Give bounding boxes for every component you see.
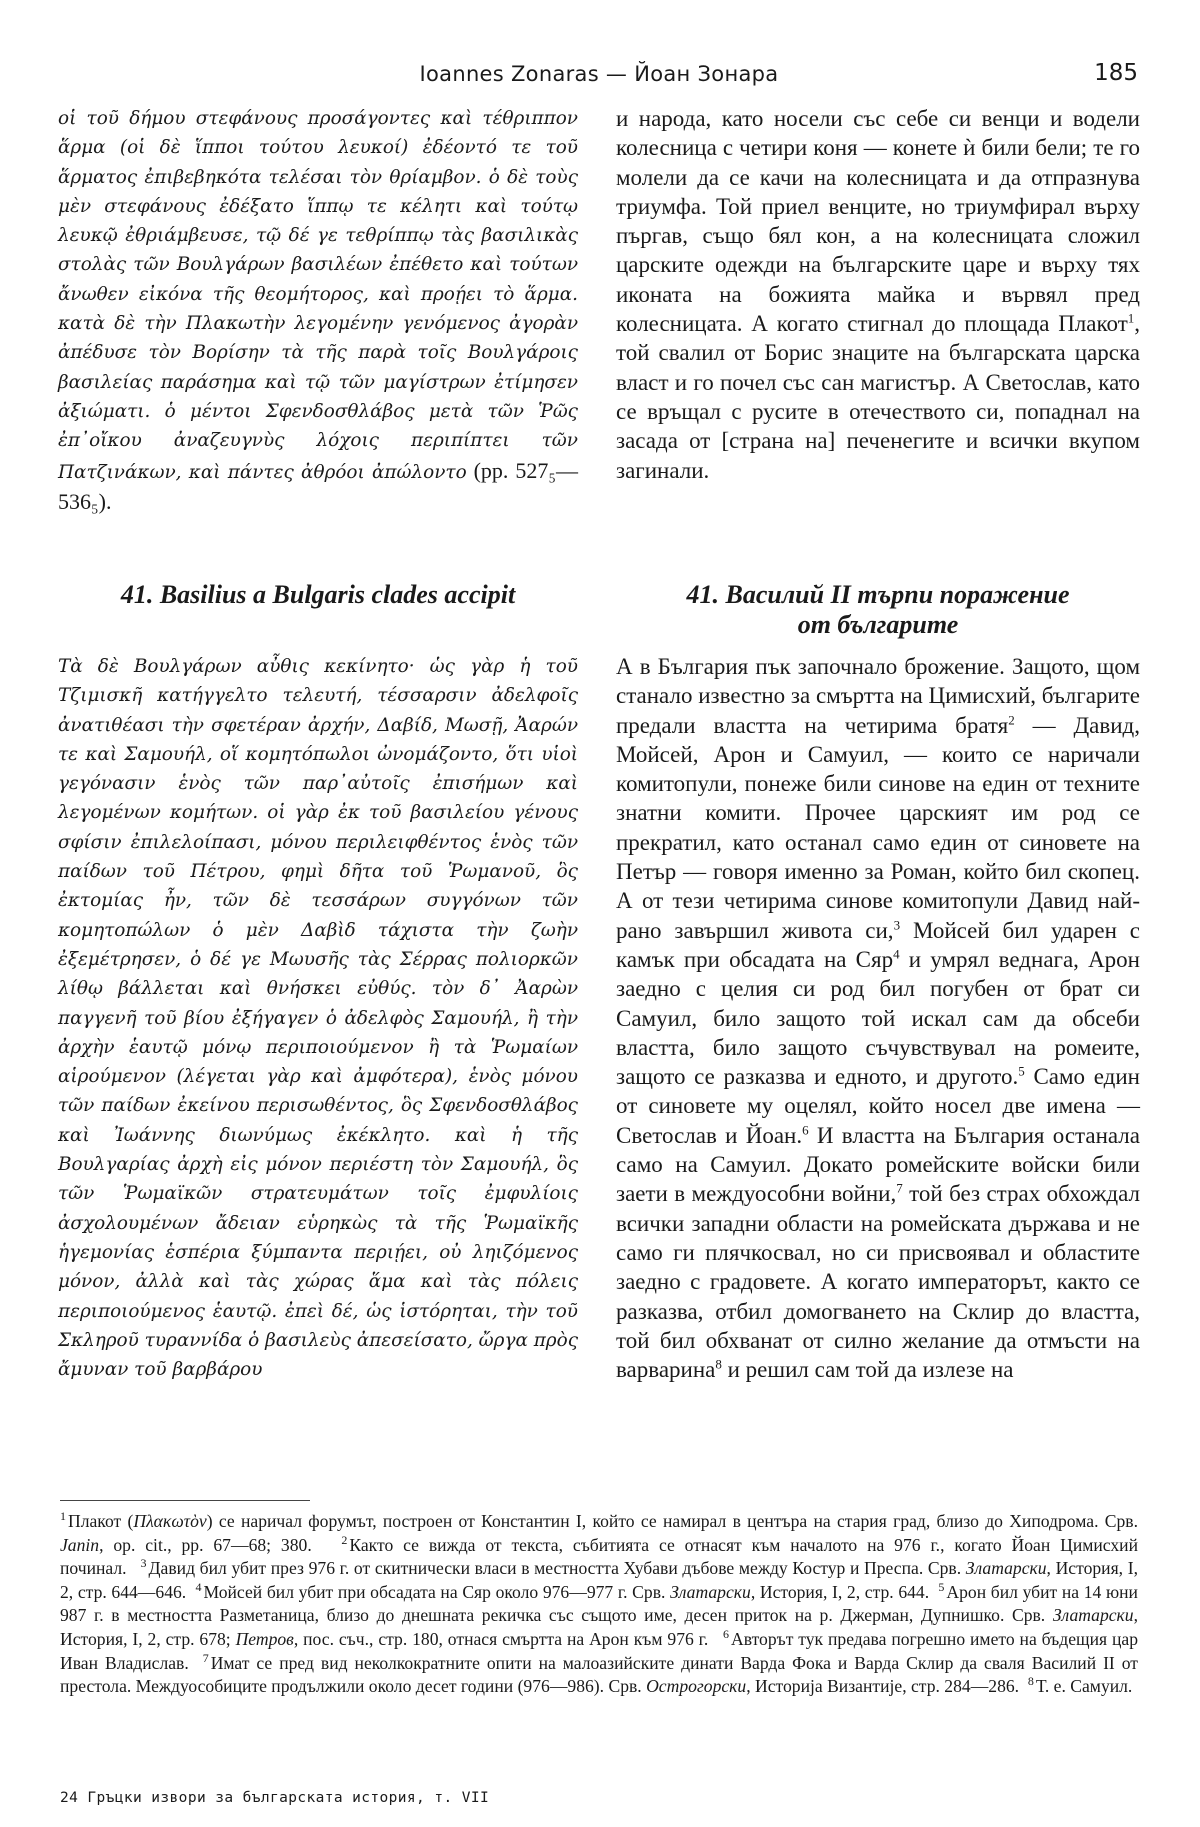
greek-paragraph-2: Τὰ δὲ Βουλγάρων αὖθις κεκίνητο· ὡς γὰρ ἡ τοῦ Τζιμισκῆ κατήγγελτο τελευτή, τέσσαρσιν ἀδελφοῖς ἀνατιθέασι τὴν σφετέραν ἀρχήν, Δαβίδ, Μωσῇ, Ἀαρών τε καὶ Σαμουήλ, οἵ κομητόπωλοι ὠνομάζοντο, ὅτι υἱοὶ γεγόνασιν ἑνὸς τῶν παρ᾽αὐτοῖς ἐπισήμων καὶ λεγομένων κομήτων. οἱ γὰρ ἐκ τοῦ βασιλείου γένους σφίσιν ἐπιλελοίπασι, μόνου περιλειφθέντος ἑνὸς τῶν παίδων τοῦ Πέτρου, φημὶ δῆτα τοῦ Ῥωμανοῦ, ὃς ἐκτομίας ἦν, τῶν δὲ τεσσάρων συγγόνων τῶν κομητοπώλων ὁ μὲν Δαβὶδ τάχιστα τὴν ζωὴν ἐξεμέτρησεν, ὁ δέ γε Μωυσῆς τὰς Σέρρας πολιορκῶν λίθῳ βάλλεται καὶ θνήσκει εὐθύς. τὸν δ᾽ Ἀαρὼν παγγενῆ τοῦ βίου ἐξήγαγεν ὁ ἀδελφὸς Σαμουήλ, ἢ τὴν ἀρχὴν ἑαυτῷ μόνῳ περιποιούμενον ἢ τὰ Ῥωμαίων αἱρούμενον (λέγεται γὰρ καὶ ἀμφότερα), ἑνὸς μόνου τῶν παίδων ἐκείνου περισωθέντος, ὃς Σφενδοσθλάβος καὶ Ἰωάννης διωνύμως ἐκέκλητο. καὶ ἡ τῆς Βουλγαρίας ἀρχὴ εἰς μόνον περιέστη τὸν Σαμουήλ, ὃς τῶν Ῥωμαϊκῶν στρατευμάτων τοῖς ἐμφυλίοις ἀσχολουμένων ἄδειαν εὑρηκὼς τὰ τῆς Ῥωμαϊκῆς ἡγεμονίας ἑσπέρια ξύμπαντα περιῄει, οὐ ληιζόμενος μόνον, ἀλλὰ καὶ τὰς χώρας ἅμα καὶ τὰς πόλεις περιποιούμενος ἑαυτῷ. ἐπεὶ δέ, ὡς ἱστόρηται, τὴν τοῦ Σκληροῦ τυραννίδα ὁ βασιλεὺς ἀπεσείσατο, ὤργα πρὸς ἄμυναν τοῦ βαρβάρου — [58, 656, 578, 1381]
bg-text-1a: и народа, като носели със себе си венци и водели колесница с четири коня — конете ѝ били бели; те го молели да се качи на колесницата и да отпразнува триумфа. Той приел венците, но триумфирал върху пъргав, също бял кон, а на колесницата сложил царските одежди на българските царе и върху тях иконата на божията майка и вървял пред колесницата. А когато стигнал до площада Плакот — [616, 106, 1140, 337]
footnote-ref-5[interactable]: 5 — [1018, 1063, 1025, 1079]
page-footer-signature: 24 Гръцки извори за българската история, т. VII — [60, 1790, 490, 1806]
footnote-1-author: Janin — [60, 1534, 100, 1555]
bg-text-2f: И властта на България останала само на Самуил. Докато ромейските войски били заети в междуособни войни, — [616, 1122, 1140, 1207]
bg-text-1b: , той свалил от Борис знаците на българската царска власт и го почел със сан магистър. А Светослав, като се връщал с русите в отечеството си, попаднал на засада от [страна на] печенегите и всички вкупом загинали. — [616, 311, 1140, 483]
bulgarian-column-bottom — [616, 652, 1140, 1384]
footnote-5-text: Арон бил убит на 14 юни 987 г. в местността Разметаница, близо до днешната рекичка със същото име, десен приток на р. Джерман, Дупнишко. Срв. — [60, 1581, 1138, 1626]
footnote-1-text-b: ) се наричал форумът, построен от Константин I, който се намирал в центъра на стария град, близо до Хиподрома. Срв. — [206, 1511, 1139, 1531]
footnote-ref-1[interactable]: 1 — [1127, 310, 1135, 326]
footnote-1-text: Плакот ( — [68, 1511, 134, 1531]
footnote-ref-7[interactable]: 7 — [896, 1180, 903, 1196]
footnote-7-author: Острогорски — [646, 1676, 747, 1697]
footnote-ref-2[interactable]: 2 — [1008, 711, 1015, 727]
bulgarian-section-title-line-1: 41. Василий II търпи поражение — [686, 580, 1070, 609]
footnote-number-8: 8 — [1027, 1674, 1034, 1689]
greek-page-ref: (pp. 527₅—536₅). — [58, 457, 579, 514]
greek-paragraph-1 — [58, 104, 578, 518]
bulgarian-column-top — [616, 104, 1140, 485]
footnote-ref-6[interactable]: 6 — [802, 1122, 809, 1138]
bg-text-2g: той без страх обхождал всички западни области на ромейската държава и не само ги плячкосвал, но си присвоявал и областите заедно с градовете. А когато императорът, както се разказва, отбил домогването на Склир до властта, той бил обхванат от силно желание да отмъсти на варварина — [616, 1181, 1140, 1383]
footnote-8-text: Т. е. Самуил. — [1035, 1676, 1133, 1697]
bulgarian-section-title — [616, 580, 1140, 640]
footnote-4-text-b: , История, I, 2, стр. 644. — [750, 1581, 930, 1602]
footnote-5-text-c: , пос. съч., стр. 180, отнася смъртта на Арон към 976 г. — [293, 1628, 709, 1649]
footnote-number-3: 3 — [140, 1556, 147, 1571]
footnote-number-7: 7 — [202, 1650, 209, 1665]
bulgarian-paragraph-1 — [616, 104, 1140, 485]
footnote-1-greek: Πλακωτὸν — [133, 1511, 207, 1531]
bg-text-2a: А в България пък започнало брожение. Защото, щом станало известно за смъртта на Цимисхий, българите предали властта на четирима братя — [616, 654, 1140, 738]
page-number: 185 — [1094, 60, 1138, 86]
footnote-3-author: Златарски — [965, 1558, 1047, 1579]
greek-section-title: 41. Basilius a Bulgaris clades accipit — [120, 580, 516, 609]
footnote-number-2: 2 — [341, 1532, 348, 1547]
footnote-3-text-b: , История, I, 2, стр. 644—646. — [60, 1558, 1138, 1602]
footnote-number-1: 1 — [60, 1509, 66, 1524]
footnote-6-text: Авторът тук предава погрешно името на бъдещия цар Иван Владислав. — [60, 1628, 1138, 1673]
footnote-2-text: Както се вижда от текста, събитията се отнасят към началото на 976 г., когато Йоан Цимисхий починал. — [60, 1534, 1138, 1579]
running-title: Ioannes Zonaras — Йоан Зонара — [419, 62, 779, 86]
footnote-ref-8[interactable]: 8 — [715, 1356, 722, 1372]
footnote-5-author: Златарски — [1052, 1605, 1134, 1626]
bg-text-2b: — Давид, Мойсей, Арон и Самуил, — които се наричали комитопули, понеже били синове на един от техните знатни комити. Прочее царският им род се прекратил, като останал само един от синовете на Петър — говоря именно за Роман, който бил скопец. А от тези четирима синове комитопули Давид най-рано завършил живота си, — [616, 712, 1140, 943]
footnote-ref-3[interactable]: 3 — [893, 917, 901, 933]
footnotes-block — [60, 1510, 1138, 1699]
footnote-7-text: Имат се пред вид неколкократните опити на малоазийските динати Варда Фока и Варда Склир да сваля Василий II от престола. Междуособиците продължили около десет години (976—986). Срв. — [60, 1652, 1138, 1697]
bulgarian-paragraph-2 — [616, 652, 1140, 1384]
bulgarian-section-title-line-2: от българите — [797, 610, 959, 639]
footnote-number-4: 4 — [195, 1579, 202, 1594]
greek-column-top — [58, 104, 578, 518]
footnote-7-text-b: , Историја Византије, стр. 284—286. — [746, 1676, 1020, 1697]
footnote-number-6: 6 — [723, 1627, 729, 1642]
bg-text-2h: и решил сам той да излезе на — [721, 1357, 1014, 1383]
footnote-5-author-b: Петров — [235, 1628, 294, 1649]
footnote-4-author: Златарски — [670, 1581, 751, 1602]
bg-text-2d: и умрял веднага, Арон заедно с целия си род бил погубен от брат си Самуил, било защото той искал сам да обсеби властта, било защото съчувствувал на ромеите, защото се разказва и едното, и другото. — [616, 946, 1140, 1090]
running-header — [60, 44, 1138, 104]
footnote-divider — [60, 1500, 310, 1501]
footnote-4-text: Мойсей бил убит при обсадата на Сяр около 976—977 г. Срв. — [203, 1581, 671, 1602]
footnote-5-text-b: , История, I, 2, стр. 678; — [60, 1605, 1138, 1649]
greek-column-bottom — [58, 652, 578, 1384]
greek-text-1: οἱ τοῦ δήμου στεφάνους προσάγοντες καὶ τέθριππον ἅρμα (οἱ δὲ ἵπποι τούτου λευκοί) ἐδέοντό τε τοῦ ἅρματος ἐπιβεβηκότα τελέσαι τὸν θρίαμβον. ὁ δὲ τοὺς μὲν στεφάνους ἐδέξατο ἵππῳ τε κέλητι καὶ τούτῳ λευκῷ ἐθριάμβευσε, τῷ δέ γε τεθρίππῳ τὰς βασιλικὰς στολὰς τῶν Βουλγάρων βασιλέων ἐπέθετο καὶ τούτων ἄνωθεν εἰκόνα τῆς θεομήτορος, καὶ προῄει τὸ ἅρμα. κατὰ δὲ τὴν Πλακωτὴν λεγομένην γενόμενος ἀγορὰν ἀπέδυσε τὸν Βορίσην τὰ τῆς παρὰ τοῖς Βουλγάροις βασιλείας παράσημα καὶ τῷ τῶν μαγίστρων ἐτίμησεν ἀξιώματι. ὁ μέντοι Σφενδοσθλάβος μετὰ τῶν Ῥῶς ἐπ᾽οἴκου ἀναζευγνὺς λόχοις περιπίπτει τῶν Πατζινάκων, καὶ πάντες ἀθρόοι ἀπώλοντο — [58, 108, 578, 483]
footnote-3-text: Давид бил убит през 976 г. от скитнически власи в местността Хубави дъбове между Костур и Преспа. Срв. — [148, 1558, 966, 1579]
bg-text-2c: Мойсей бил ударен с камък при обсадата на Сяр — [616, 917, 1140, 972]
footnote-ref-4[interactable]: 4 — [893, 946, 900, 962]
footnote-number-5: 5 — [938, 1579, 945, 1594]
footnote-1-text-c: , op. cit., pp. 67—68; 380. — [99, 1534, 312, 1555]
bg-text-2e: Само един от синовете му оцелял, който носел две имена — Светослав и Йоан. — [616, 1064, 1140, 1148]
